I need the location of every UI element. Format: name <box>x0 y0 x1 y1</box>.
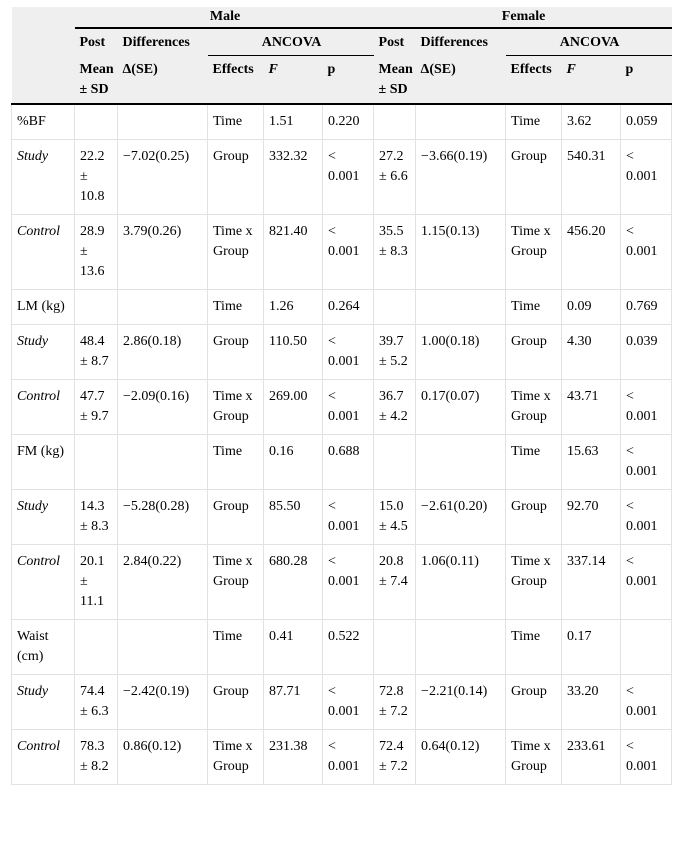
female-f-cell: 43.71 <box>562 380 621 435</box>
table-body <box>12 104 672 785</box>
female-mean-sd-cell: 15.0 ± 4.5 <box>374 490 416 545</box>
female-ancova-header: ANCOVA <box>506 28 672 56</box>
male-p-cell: < 0.001 <box>323 545 374 620</box>
table-row <box>12 380 672 435</box>
female-difference-cell: −2.21(0.14) <box>416 675 506 730</box>
male-effect-cell: Group <box>208 325 264 380</box>
male-p-cell: < 0.001 <box>323 490 374 545</box>
female-p-cell: < 0.001 <box>621 545 672 620</box>
male-p-cell: 0.688 <box>323 435 374 490</box>
male-mean-sd-cell <box>75 620 118 675</box>
row-label: Control <box>12 545 75 620</box>
female-p-cell <box>621 620 672 675</box>
table-row <box>12 215 672 290</box>
female-effect-cell: Time x Group <box>506 545 562 620</box>
male-effect-cell: Time <box>208 435 264 490</box>
female-difference-cell <box>416 620 506 675</box>
female-effect-cell: Time <box>506 290 562 325</box>
female-f-cell: 540.31 <box>562 140 621 215</box>
header-corner-3 <box>12 56 75 105</box>
row-label: Study <box>12 490 75 545</box>
female-group-header: Female <box>374 7 672 28</box>
male-p-cell: 0.264 <box>323 290 374 325</box>
male-effect-cell: Time <box>208 290 264 325</box>
female-difference-cell: 0.64(0.12) <box>416 730 506 785</box>
male-difference-cell: 2.84(0.22) <box>118 545 208 620</box>
male-f-cell: 821.40 <box>264 215 323 290</box>
female-p-cell: < 0.001 <box>621 140 672 215</box>
female-f-cell: 233.61 <box>562 730 621 785</box>
male-f-cell: 332.32 <box>264 140 323 215</box>
male-p-cell: < 0.001 <box>323 380 374 435</box>
male-f-cell: 0.16 <box>264 435 323 490</box>
female-p-cell: < 0.001 <box>621 730 672 785</box>
table-row <box>12 290 672 325</box>
male-difference-cell: 3.79(0.26) <box>118 215 208 290</box>
male-effect-cell: Time <box>208 620 264 675</box>
female-difference-cell <box>416 290 506 325</box>
male-difference-cell <box>118 290 208 325</box>
row-label: Control <box>12 380 75 435</box>
male-mean-sd-cell <box>75 290 118 325</box>
female-mean-sd-header: Mean ± SD <box>374 56 416 105</box>
female-effect-cell: Group <box>506 325 562 380</box>
female-f-cell: 33.20 <box>562 675 621 730</box>
female-effect-cell: Time x Group <box>506 730 562 785</box>
male-mean-sd-cell: 47.7 ± 9.7 <box>75 380 118 435</box>
header-corner-2 <box>12 28 75 56</box>
female-mean-sd-cell <box>374 290 416 325</box>
female-p-cell: 0.059 <box>621 104 672 140</box>
female-difference-cell: −3.66(0.19) <box>416 140 506 215</box>
male-mean-sd-cell <box>75 104 118 140</box>
male-f-cell: 1.51 <box>264 104 323 140</box>
male-mean-sd-cell <box>75 435 118 490</box>
male-difference-cell <box>118 620 208 675</box>
male-effect-cell: Time x Group <box>208 215 264 290</box>
table-row <box>12 435 672 490</box>
male-effects-header: Effects <box>208 56 264 105</box>
female-difference-cell <box>416 104 506 140</box>
male-effect-cell: Group <box>208 675 264 730</box>
female-differences-header: Differences <box>416 28 506 56</box>
male-f-cell: 87.71 <box>264 675 323 730</box>
female-f-cell: 337.14 <box>562 545 621 620</box>
male-mean-sd-cell: 14.3 ± 8.3 <box>75 490 118 545</box>
female-effect-cell: Group <box>506 675 562 730</box>
female-difference-cell: 1.06(0.11) <box>416 545 506 620</box>
female-effect-cell: Time x Group <box>506 215 562 290</box>
female-f-cell: 0.17 <box>562 620 621 675</box>
row-label: Control <box>12 730 75 785</box>
male-effect-cell: Time x Group <box>208 380 264 435</box>
female-mean-sd-cell: 72.8 ± 7.2 <box>374 675 416 730</box>
male-f-cell: 680.28 <box>264 545 323 620</box>
male-mean-sd-cell: 78.3 ± 8.2 <box>75 730 118 785</box>
male-p-cell: < 0.001 <box>323 675 374 730</box>
row-label: Control <box>12 215 75 290</box>
female-mean-sd-cell: 20.8 ± 7.4 <box>374 545 416 620</box>
female-mean-sd-cell <box>374 620 416 675</box>
male-post-header: Post <box>75 28 118 56</box>
female-mean-sd-cell <box>374 435 416 490</box>
male-p-cell: < 0.001 <box>323 730 374 785</box>
table-row <box>12 104 672 140</box>
female-effects-header: Effects <box>506 56 562 105</box>
male-p-cell: < 0.001 <box>323 325 374 380</box>
male-effect-cell: Group <box>208 490 264 545</box>
male-effect-cell: Group <box>208 140 264 215</box>
female-mean-sd-cell: 35.5 ± 8.3 <box>374 215 416 290</box>
male-mean-sd-cell: 20.1 ± 11.1 <box>75 545 118 620</box>
row-label: Study <box>12 675 75 730</box>
male-difference-cell: −2.42(0.19) <box>118 675 208 730</box>
row-label: Study <box>12 325 75 380</box>
female-p-cell: < 0.001 <box>621 215 672 290</box>
female-f-header: F <box>562 56 621 105</box>
table-header <box>12 7 672 104</box>
row-label: %BF <box>12 104 75 140</box>
male-effect-cell: Time <box>208 104 264 140</box>
female-f-cell: 4.30 <box>562 325 621 380</box>
male-p-cell: < 0.001 <box>323 215 374 290</box>
table-row <box>12 730 672 785</box>
female-delta-se-header: Δ(SE) <box>416 56 506 105</box>
male-difference-cell: −7.02(0.25) <box>118 140 208 215</box>
female-effect-cell: Group <box>506 490 562 545</box>
female-p-header: p <box>621 56 672 105</box>
row-label: LM (kg) <box>12 290 75 325</box>
female-p-cell: 0.769 <box>621 290 672 325</box>
male-f-cell: 1.26 <box>264 290 323 325</box>
female-mean-sd-cell: 72.4 ± 7.2 <box>374 730 416 785</box>
male-p-header: p <box>323 56 374 105</box>
male-difference-cell: 0.86(0.12) <box>118 730 208 785</box>
male-mean-sd-header: Mean ± SD <box>75 56 118 105</box>
table-row <box>12 675 672 730</box>
row-label: Study <box>12 140 75 215</box>
male-f-header: F <box>264 56 323 105</box>
male-p-cell: < 0.001 <box>323 140 374 215</box>
female-difference-cell: −2.61(0.20) <box>416 490 506 545</box>
table-row <box>12 490 672 545</box>
female-difference-cell: 1.15(0.13) <box>416 215 506 290</box>
row-label: Waist (cm) <box>12 620 75 675</box>
female-mean-sd-cell: 39.7 ± 5.2 <box>374 325 416 380</box>
male-difference-cell: −5.28(0.28) <box>118 490 208 545</box>
female-mean-sd-cell <box>374 104 416 140</box>
male-differences-header: Differences <box>118 28 208 56</box>
female-effect-cell: Time x Group <box>506 380 562 435</box>
male-delta-se-header: Δ(SE) <box>118 56 208 105</box>
male-difference-cell: 2.86(0.18) <box>118 325 208 380</box>
female-difference-cell: 1.00(0.18) <box>416 325 506 380</box>
female-effect-cell: Time <box>506 620 562 675</box>
male-mean-sd-cell: 74.4 ± 6.3 <box>75 675 118 730</box>
male-mean-sd-cell: 48.4 ± 8.7 <box>75 325 118 380</box>
female-effect-cell: Time <box>506 104 562 140</box>
male-f-cell: 231.38 <box>264 730 323 785</box>
female-f-cell: 92.70 <box>562 490 621 545</box>
ancova-results-table <box>11 7 672 785</box>
male-difference-cell <box>118 435 208 490</box>
female-effect-cell: Time <box>506 435 562 490</box>
table-row <box>12 140 672 215</box>
male-f-cell: 269.00 <box>264 380 323 435</box>
male-effect-cell: Time x Group <box>208 545 264 620</box>
male-f-cell: 0.41 <box>264 620 323 675</box>
male-ancova-header: ANCOVA <box>208 28 374 56</box>
female-p-cell: < 0.001 <box>621 380 672 435</box>
table-row <box>12 545 672 620</box>
female-f-cell: 3.62 <box>562 104 621 140</box>
female-f-cell: 0.09 <box>562 290 621 325</box>
row-label: FM (kg) <box>12 435 75 490</box>
table-row <box>12 620 672 675</box>
female-p-cell: < 0.001 <box>621 675 672 730</box>
header-corner <box>12 7 75 28</box>
male-mean-sd-cell: 22.2 ± 10.8 <box>75 140 118 215</box>
male-effect-cell: Time x Group <box>208 730 264 785</box>
male-difference-cell: −2.09(0.16) <box>118 380 208 435</box>
male-f-cell: 85.50 <box>264 490 323 545</box>
female-mean-sd-cell: 27.2 ± 6.6 <box>374 140 416 215</box>
female-post-header: Post <box>374 28 416 56</box>
male-mean-sd-cell: 28.9 ± 13.6 <box>75 215 118 290</box>
male-difference-cell <box>118 104 208 140</box>
table-row <box>12 325 672 380</box>
female-mean-sd-cell: 36.7 ± 4.2 <box>374 380 416 435</box>
female-p-cell: < 0.001 <box>621 435 672 490</box>
female-p-cell: < 0.001 <box>621 490 672 545</box>
male-f-cell: 110.50 <box>264 325 323 380</box>
female-f-cell: 456.20 <box>562 215 621 290</box>
male-p-cell: 0.522 <box>323 620 374 675</box>
female-f-cell: 15.63 <box>562 435 621 490</box>
female-difference-cell: 0.17(0.07) <box>416 380 506 435</box>
male-p-cell: 0.220 <box>323 104 374 140</box>
female-effect-cell: Group <box>506 140 562 215</box>
female-p-cell: 0.039 <box>621 325 672 380</box>
male-group-header: Male <box>75 7 374 28</box>
female-difference-cell <box>416 435 506 490</box>
